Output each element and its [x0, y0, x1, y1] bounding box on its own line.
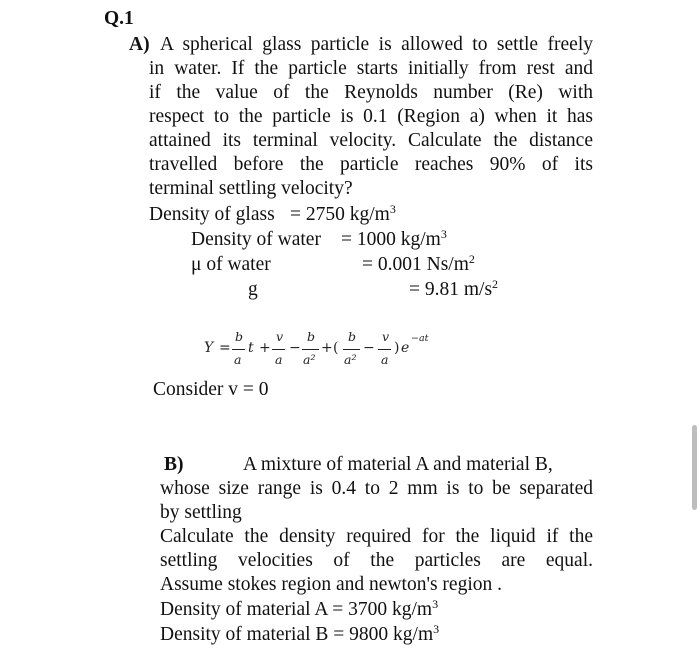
- part-a-line-7: terminal settling velocity?: [149, 178, 353, 199]
- part-a-label: A): [129, 34, 150, 55]
- formula-f5-den: a: [381, 352, 389, 367]
- vertical-scrollbar[interactable]: [692, 425, 697, 510]
- part-a-line-1: A spherical glass particle is allowed to settle freely: [160, 34, 593, 55]
- formula-minus-1: −: [289, 340, 301, 356]
- glass-density-label: Density of glass: [149, 204, 275, 225]
- part-b-line-6: Assume stokes region and newton's region .: [160, 574, 503, 595]
- part-b-line-5: settling velocities of the particles are equal.: [160, 550, 593, 571]
- question-number: Q.1: [104, 8, 134, 29]
- formula-exponent: −at: [411, 333, 429, 344]
- formula-t: t: [248, 340, 254, 356]
- water-viscosity-value: = 0.001 $Ns/m^2$: [362, 252, 475, 275]
- part-a-line-5: attained its terminal velocity. Calculate the distance: [149, 130, 593, 151]
- formula-f4-num: b: [348, 329, 357, 344]
- water-density-label: Density of water: [191, 229, 321, 250]
- formula-paren-close: ): [394, 340, 400, 356]
- consider-note: Consider v = 0: [153, 379, 269, 400]
- part-b-label: B): [164, 454, 184, 475]
- density-material-b: Density of material B = 9800 $kg/m^3$: [160, 622, 440, 645]
- formula-f1-den: a: [234, 352, 242, 367]
- formula-f4-bar: [343, 349, 360, 350]
- glass-density-value: = 2750 $kg/m^3$: [290, 202, 396, 225]
- formula-f5-bar: [378, 349, 391, 350]
- formula-f3-bar: [302, 349, 319, 350]
- formula-plus-1: +: [259, 340, 271, 356]
- part-a-line-2: in water. If the particle starts initially from rest and: [149, 58, 593, 79]
- formula-f4-den: a²: [344, 352, 357, 367]
- formula-e: e: [401, 340, 410, 356]
- formula-f3-den: a²: [303, 352, 316, 367]
- formula-f1-bar: [232, 349, 245, 350]
- part-b-line-4: Calculate the density required for the liquid if the: [160, 526, 593, 547]
- formula-f2-den: a: [275, 352, 283, 367]
- water-density-value: = 1000 $kg/m^3$: [341, 227, 447, 250]
- gravity-value: = 9.81 $m/s^2$: [409, 277, 499, 300]
- part-b-line-1: A mixture of material A and material B,: [243, 454, 553, 475]
- water-viscosity-label: μ of water: [191, 254, 271, 275]
- formula-f2-num: v: [276, 329, 284, 344]
- formula-f1-num: b: [235, 329, 244, 344]
- part-b-line-3: by settling: [160, 502, 242, 523]
- part-a-line-3: if the value of the Reynolds number (Re) with: [149, 82, 593, 103]
- formula-plus-2: +: [321, 340, 333, 356]
- formula-paren-open: (: [333, 340, 339, 356]
- formula-f3-num: b: [307, 329, 316, 344]
- part-a-line-6: travelled before the particle reaches 90% of its: [149, 154, 593, 175]
- formula-f5-num: v: [382, 329, 390, 344]
- formula-lhs: Y: [204, 340, 214, 356]
- formula-f2-bar: [272, 349, 285, 350]
- formula-minus-2: −: [363, 340, 375, 356]
- gravity-label: g: [248, 279, 258, 300]
- part-b-line-2: whose size range is 0.4 to 2 mm is to be separated: [160, 478, 593, 499]
- formula-equals: =: [219, 340, 231, 356]
- density-material-a: Density of material A = 3700 $kg/m^3$: [160, 597, 439, 620]
- part-a-line-4: respect to the particle is 0.1 (Region a) when it has: [149, 106, 593, 127]
